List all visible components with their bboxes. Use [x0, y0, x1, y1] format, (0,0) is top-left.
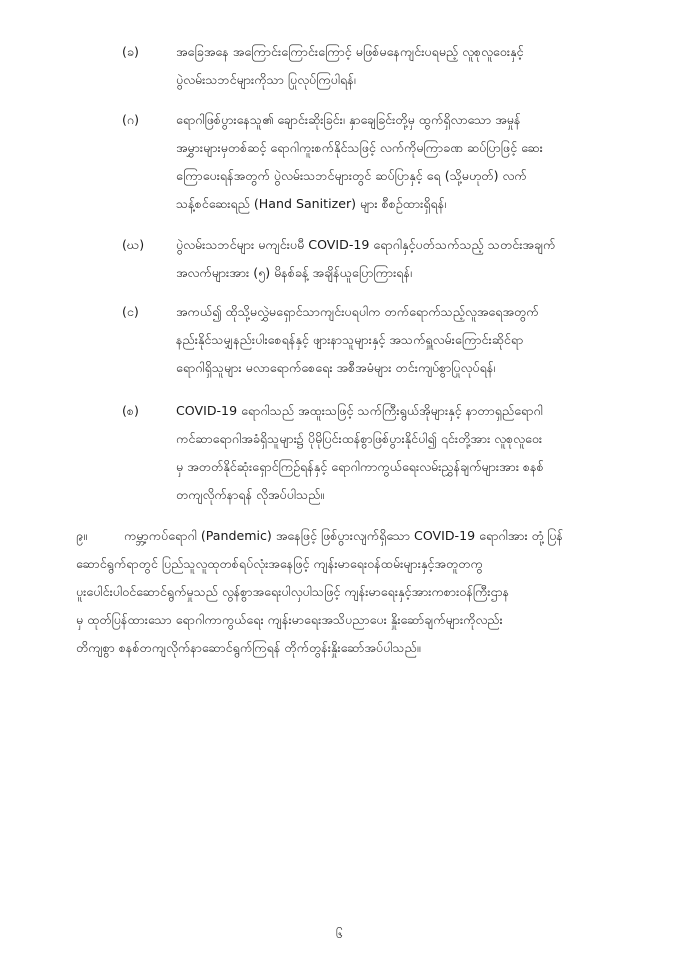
text-line: အမွှားများမှတစ်ဆင့် ရောဂါကူးစက်နိုင်သဖြင့် လက်ကိုမကြာခဏ ဆပ်ပြာဖြင့် ဆေး: [176, 140, 543, 155]
text-line: နည်းနိုင်သမျှနည်းပါးစေရန်နှင့် ဖျားနာသူများနှင့် အသက်ရှူလမ်းကြောင်းဆိုင်ရာ: [176, 332, 524, 347]
text-line: ပွဲလမ်းသဘင်များ မကျင်းပမီ COVID-19 ရောဂါနှင့်ပတ်သက်သည့် သတင်းအချက်: [176, 237, 556, 252]
text-line: ရောဂါရှိသူများ မလာရောက်စေရေး အစီအမံများ တင်းကျပ်စွာပြုလုပ်ရန်၊: [176, 360, 496, 375]
text-line: အလက်များအား (၅) မိနစ်ခန့် အချိန်ယူပြောကြားရန်၊: [176, 265, 413, 280]
list-marker: (ခ): [122, 44, 139, 59]
list-item-text: [176, 298, 598, 382]
list-item-text: [176, 106, 598, 218]
text-line: ကမ္ဘာ့ကပ်ရောဂါ (Pandemic) အနေဖြင့် ဖြစ်ပွားလျက်ရှိသော COVID-19 ရောဂါအား တုံ့ပြန်: [124, 528, 563, 543]
paragraph-text: [76, 522, 598, 662]
text-line: အခြေအနေ အကြောင်းကြောင်းကြောင့် မဖြစ်မနေကျင်းပရမည့် လူစုလူဝေးနှင့်: [176, 44, 524, 59]
text-line: တိကျစွာ စနစ်တကျလိုက်နာဆောင်ရွက်ကြရန် တိုက်တွန်းနှိုးဆော်အပ်ပါသည်။: [76, 640, 421, 655]
list-item-text: [176, 38, 598, 94]
list-marker: (စ): [122, 403, 139, 418]
text-line: ပွဲလမ်းသဘင်များကိုသာ ပြုလုပ်ကြပါရန်၊: [176, 72, 356, 87]
text-line: ကင်ဆာရောဂါအခံရှိသူများ၌ ပိုမိုပြင်းထန်စွာဖြစ်ပွားနိုင်ပါ၍ ၎င်းတို့အား လူစုလူဝေး: [176, 431, 543, 446]
text-line: မှ ထုတ်ပြန်ထားသော ရောဂါကာကွယ်ရေး ကျန်းမာရေးအသိပညာပေး နှိုးဆော်ချက်များကိုလည်း: [76, 612, 503, 627]
text-line: ပူးပေါင်းပါဝင်ဆောင်ရွက်မှုသည် လွန်စွာအရေးပါလှပါသဖြင့် ကျန်းမာရေးနှင့်အားကစားဝန်ကြီးဌာန: [76, 584, 510, 599]
list-marker: (ဃ): [122, 237, 145, 252]
page-number: ၆: [336, 927, 343, 941]
list-item-text: [176, 231, 598, 287]
paragraph-number: ၉။: [76, 528, 87, 543]
text-line: ရောဂါဖြစ်ပွားနေသူ၏ ချောင်းဆိုးခြင်း၊ နှာချေခြင်းတို့မှ ထွက်ရှိလာသော အမှုန်: [176, 112, 521, 127]
text-line: ဆောင်ရွက်ရာတွင် ပြည်သူလူထုတစ်ရပ်လုံးအနေဖြင့် ကျန်းမာရေးဝန်ထမ်းများနှင့်အတူတကွ: [76, 556, 483, 571]
list-marker: (ဂ): [122, 112, 140, 127]
text-line: သန့်စင်ဆေးရည် (Hand Sanitizer) များ စီစဉ်ထားရှိရန်၊: [176, 196, 447, 211]
text-line: COVID-19 ရောဂါသည် အထူးသဖြင့် သက်ကြီးရွယ်အိုများနှင့် နာတာရှည်ရောဂါ: [176, 403, 543, 418]
text-line: အကယ်၍ ထိုသို့မလွှဲမရှောင်သာကျင်းပရပါက တက်ရောက်သည့်လူအရေအတွက်: [176, 304, 539, 319]
list-marker: (င): [122, 304, 139, 319]
text-line: တကျလိုက်နာရန် လိုအပ်ပါသည်။: [176, 487, 325, 502]
list-item-text: [176, 397, 598, 509]
text-line: ကြောပေးရန်အတွက် ပွဲလမ်းသဘင်များတွင် ဆပ်ပြာနှင့် ရေ (သို့မဟုတ်) လက်: [176, 168, 527, 183]
text-line: မှ အတတ်နိုင်ဆုံးရှောင်ကြဉ်ရန်နှင့် ရောဂါကာကွယ်ရေးလမ်းညွှန်ချက်များအား စနစ်: [176, 459, 544, 474]
